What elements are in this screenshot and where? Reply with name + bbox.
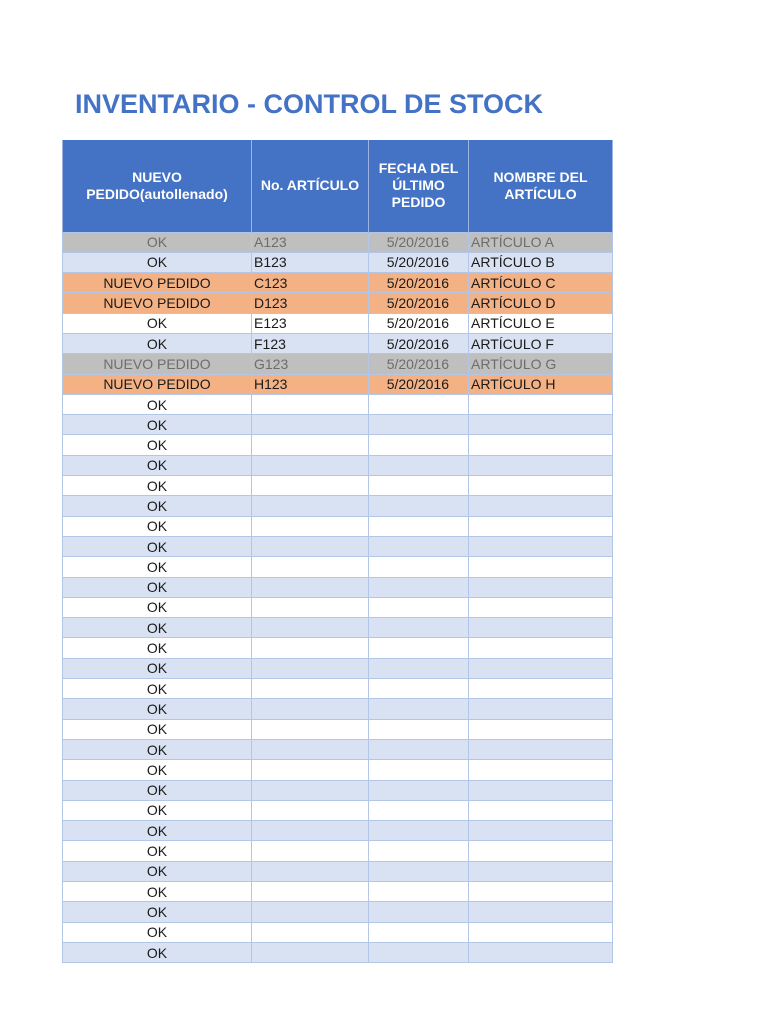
cell-article-number[interactable] [252,780,369,800]
cell-status[interactable]: OK [63,455,252,475]
cell-article-name[interactable] [469,719,613,739]
cell-last-order-date[interactable]: 5/20/2016 [369,333,469,353]
cell-status[interactable]: OK [63,557,252,577]
table-row [63,435,613,455]
cell-article-number[interactable] [252,597,369,617]
cell-last-order-date[interactable] [369,780,469,800]
cell-last-order-date[interactable] [369,496,469,516]
cell-article-number[interactable] [252,618,369,638]
cell-last-order-date[interactable]: 5/20/2016 [369,273,469,293]
cell-article-name[interactable]: ARTÍCULO D [469,293,613,313]
cell-article-name[interactable]: ARTÍCULO B [469,252,613,272]
cell-status[interactable]: OK [63,658,252,678]
cell-status[interactable]: OK [63,577,252,597]
cell-status[interactable]: OK [63,679,252,699]
cell-status[interactable]: OK [63,942,252,962]
cell-last-order-date[interactable] [369,394,469,414]
cell-article-name[interactable]: ARTÍCULO A [469,232,613,252]
table-row [63,658,613,678]
cell-last-order-date[interactable] [369,821,469,841]
table-row [63,536,613,556]
cell-article-name[interactable] [469,415,613,435]
cell-article-name[interactable]: ARTÍCULO H [469,374,613,394]
cell-article-name[interactable] [469,496,613,516]
cell-article-number[interactable]: B123 [252,252,369,272]
cell-article-number[interactable] [252,638,369,658]
cell-status[interactable]: OK [63,252,252,272]
cell-last-order-date[interactable] [369,719,469,739]
cell-article-number[interactable]: C123 [252,273,369,293]
cell-last-order-date[interactable] [369,597,469,617]
cell-article-name[interactable] [469,699,613,719]
cell-article-number[interactable]: G123 [252,354,369,374]
cell-article-name[interactable] [469,821,613,841]
cell-last-order-date[interactable]: 5/20/2016 [369,293,469,313]
table-row [63,841,613,861]
cell-status[interactable]: OK [63,394,252,414]
cell-article-name[interactable] [469,861,613,881]
cell-article-name[interactable] [469,394,613,414]
cell-article-name[interactable] [469,435,613,455]
cell-last-order-date[interactable] [369,882,469,902]
cell-last-order-date[interactable] [369,435,469,455]
table-row [63,313,613,333]
table-row [63,293,613,313]
cell-status[interactable]: OK [63,333,252,353]
cell-status[interactable]: OK [63,719,252,739]
cell-last-order-date[interactable] [369,942,469,962]
cell-last-order-date[interactable] [369,415,469,435]
table-row [63,252,613,272]
table-row [63,618,613,638]
cell-article-name[interactable] [469,455,613,475]
cell-article-number[interactable] [252,658,369,678]
cell-status[interactable]: OK [63,902,252,922]
cell-article-number[interactable] [252,821,369,841]
cell-status[interactable]: OK [63,780,252,800]
table-row [63,800,613,820]
cell-status[interactable]: OK [63,618,252,638]
cell-article-number[interactable] [252,536,369,556]
cell-status[interactable]: OK [63,638,252,658]
table-row [63,374,613,394]
cell-status[interactable]: OK [63,496,252,516]
table-row [63,476,613,496]
cell-status[interactable]: OK [63,313,252,333]
table-row [63,780,613,800]
table-row [63,516,613,536]
table-row [63,942,613,962]
cell-article-number[interactable]: A123 [252,232,369,252]
cell-article-name[interactable]: ARTÍCULO G [469,354,613,374]
cell-article-number[interactable] [252,557,369,577]
table-row [63,638,613,658]
cell-article-name[interactable] [469,882,613,902]
table-row [63,354,613,374]
cell-status[interactable]: NUEVO PEDIDO [63,273,252,293]
inventory-table [62,140,613,963]
table-row [63,597,613,617]
cell-last-order-date[interactable] [369,658,469,678]
cell-article-name[interactable] [469,557,613,577]
cell-last-order-date[interactable] [369,638,469,658]
table-body [63,232,613,963]
cell-article-name[interactable] [469,922,613,942]
cell-last-order-date[interactable] [369,577,469,597]
header-nuevo-pedido[interactable]: NUEVO PEDIDO(autollenado) [63,140,252,232]
cell-article-name[interactable] [469,618,613,638]
cell-last-order-date[interactable]: 5/20/2016 [369,354,469,374]
cell-last-order-date[interactable] [369,902,469,922]
cell-last-order-date[interactable] [369,922,469,942]
cell-status[interactable]: OK [63,760,252,780]
cell-status[interactable]: OK [63,821,252,841]
cell-status[interactable]: OK [63,699,252,719]
cell-article-name[interactable] [469,780,613,800]
cell-article-name[interactable] [469,739,613,759]
table-row [63,496,613,516]
cell-article-name[interactable] [469,902,613,922]
cell-article-number[interactable]: E123 [252,313,369,333]
cell-article-name[interactable]: ARTÍCULO E [469,313,613,333]
cell-status[interactable]: OK [63,536,252,556]
table-row [63,577,613,597]
table-row [63,882,613,902]
cell-status[interactable]: OK [63,232,252,252]
cell-article-number[interactable] [252,699,369,719]
cell-article-name[interactable] [469,597,613,617]
cell-last-order-date[interactable] [369,476,469,496]
table-row [63,273,613,293]
cell-last-order-date[interactable] [369,679,469,699]
cell-status[interactable]: NUEVO PEDIDO [63,293,252,313]
cell-last-order-date[interactable] [369,536,469,556]
cell-status[interactable]: OK [63,435,252,455]
cell-article-number[interactable]: F123 [252,333,369,353]
cell-status[interactable]: NUEVO PEDIDO [63,354,252,374]
cell-status[interactable]: OK [63,922,252,942]
cell-status[interactable]: OK [63,861,252,881]
table-row [63,719,613,739]
cell-status[interactable]: OK [63,597,252,617]
cell-article-number[interactable] [252,496,369,516]
cell-status[interactable]: OK [63,476,252,496]
table-row [63,557,613,577]
cell-status[interactable]: OK [63,739,252,759]
table-row [63,394,613,414]
cell-article-number[interactable]: D123 [252,293,369,313]
table-header [63,140,613,232]
cell-article-number[interactable] [252,476,369,496]
cell-article-number[interactable] [252,516,369,536]
cell-article-name[interactable] [469,942,613,962]
cell-article-name[interactable] [469,679,613,699]
cell-article-number[interactable] [252,719,369,739]
cell-last-order-date[interactable] [369,841,469,861]
cell-article-number[interactable] [252,902,369,922]
cell-last-order-date[interactable] [369,618,469,638]
cell-article-number[interactable] [252,800,369,820]
cell-article-number[interactable] [252,455,369,475]
cell-last-order-date[interactable]: 5/20/2016 [369,252,469,272]
cell-article-name[interactable] [469,800,613,820]
cell-article-name[interactable] [469,760,613,780]
cell-last-order-date[interactable]: 5/20/2016 [369,313,469,333]
cell-article-name[interactable] [469,638,613,658]
cell-last-order-date[interactable] [369,516,469,536]
cell-status[interactable]: OK [63,415,252,435]
table-row [63,333,613,353]
table-row [63,699,613,719]
cell-article-number[interactable] [252,841,369,861]
table-row [63,739,613,759]
table-row [63,232,613,252]
table-row [63,679,613,699]
cell-article-name[interactable]: ARTÍCULO C [469,273,613,293]
cell-article-name[interactable] [469,841,613,861]
header-fecha-ultimo-pedido[interactable]: FECHA DEL ÚLTIMO PEDIDO [369,140,469,232]
cell-article-number[interactable] [252,679,369,699]
table-row [63,821,613,841]
cell-article-number[interactable] [252,882,369,902]
table-row [63,455,613,475]
cell-status[interactable]: OK [63,841,252,861]
cell-article-number[interactable] [252,760,369,780]
cell-article-number[interactable] [252,435,369,455]
table-row [63,922,613,942]
cell-article-number[interactable] [252,922,369,942]
cell-article-name[interactable] [469,577,613,597]
cell-article-name[interactable] [469,658,613,678]
cell-last-order-date[interactable] [369,739,469,759]
cell-status[interactable]: OK [63,800,252,820]
table-row [63,861,613,881]
header-row [63,140,613,232]
header-numero-articulo[interactable]: No. ARTÍCULO [252,140,369,232]
cell-article-number[interactable] [252,739,369,759]
table-row [63,760,613,780]
cell-article-name[interactable]: ARTÍCULO F [469,333,613,353]
cell-last-order-date[interactable]: 5/20/2016 [369,232,469,252]
cell-article-name[interactable] [469,516,613,536]
header-nombre-articulo[interactable]: NOMBRE DEL ARTÍCULO [469,140,613,232]
cell-last-order-date[interactable] [369,861,469,881]
cell-last-order-date[interactable] [369,760,469,780]
cell-article-number[interactable] [252,577,369,597]
table-row [63,415,613,435]
table-row [63,902,613,922]
cell-article-name[interactable] [469,536,613,556]
cell-article-number[interactable] [252,942,369,962]
cell-article-number[interactable]: H123 [252,374,369,394]
cell-status[interactable]: NUEVO PEDIDO [63,374,252,394]
cell-article-number[interactable] [252,415,369,435]
cell-last-order-date[interactable] [369,455,469,475]
page-title: INVENTARIO - CONTROL DE STOCK [75,89,544,119]
cell-last-order-date[interactable] [369,699,469,719]
cell-status[interactable]: OK [63,882,252,902]
cell-last-order-date[interactable]: 5/20/2016 [369,374,469,394]
cell-article-name[interactable] [469,476,613,496]
cell-article-number[interactable] [252,861,369,881]
cell-last-order-date[interactable] [369,557,469,577]
cell-article-number[interactable] [252,394,369,414]
cell-status[interactable]: OK [63,516,252,536]
cell-last-order-date[interactable] [369,800,469,820]
